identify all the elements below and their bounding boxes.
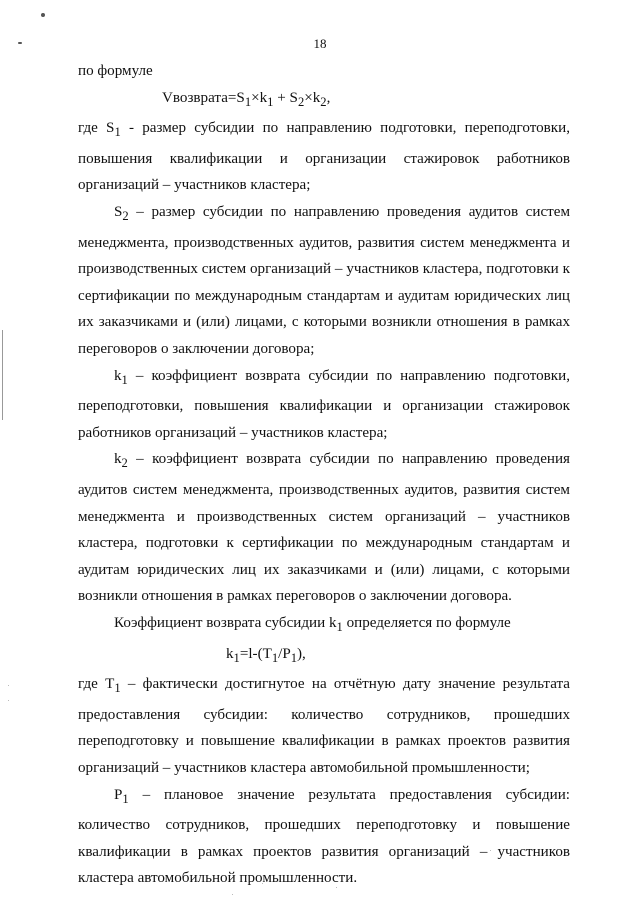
scan-speck — [8, 700, 9, 701]
paragraph-s1-definition: где $S_1$ - размер субсидии по направлению подготовки, переподготовки, повышения квалификации и организации стажировок работников организаций – участников кластера; — [78, 120, 570, 194]
paragraph-intro: по формуле — [78, 63, 153, 79]
paragraph-s2-definition: $S_2$ – размер субсидии по направлению проведения аудитов систем менеджмента, производственных аудитов, развития систем менеджмента и производственных систем организаций – участников кластера, подготовки к сертификации по международным стандартам и аудитам юридических лиц их заказчиками и (или) лицами, с которыми возникли отношения в рамках переговоров о заключении договора; — [78, 204, 570, 357]
scan-dot — [41, 13, 45, 17]
formula-k1: $k_1=l-(T_1/P_1)$, — [226, 645, 306, 665]
paragraph-k1-definition: $k_1$ – коэффициент возврата субсидии по направлению подготовки, переподготовки, повышения квалификации и организации стажировок работников организаций – участников кластера; — [78, 367, 570, 441]
paragraph-t1-definition: где $T_1$ – фактически достигнутое на отчётную дату значение результата предоставления субсидии: количество сотрудников, прошедших переподготовку и повышение квалификации в рамках проектов развития организаций – участников кластера автомобильной промышленности; — [78, 676, 571, 776]
paragraph-k2-definition: $k_2$ – коэффициент возврата субсидии по направлению проведения аудитов систем менеджмента, производственных аудитов, развития систем менеджмента и производственных систем организаций – участников кластера, подготовки к сертификации по международным стандартам и аудитам юридических лиц их заказчиками и (или) лицами, с которыми возникли отношения в рамках переговоров о заключении договора. — [78, 451, 570, 605]
scan-speck — [8, 685, 9, 686]
page-number: 18 — [313, 36, 327, 51]
document-body — [78, 58, 570, 892]
paragraph-k1-intro: Коэффициент возврата субсидии $k_1$ определяется по формуле — [114, 614, 511, 634]
scan-speck — [232, 894, 233, 895]
scan-edge-line — [2, 330, 3, 420]
formula-refund-volume: $Vвозврата=S_1\times k_1 + S_2\times k_2$, — [162, 89, 331, 109]
paragraph-p1-definition: $P_1$ – плановое значение результата предоставления субсидии: количество сотрудников, прошедших переподготовку и повышение квалификации в рамках проектов развития организаций – участников кластера автомобильной промышленности. — [78, 786, 570, 887]
